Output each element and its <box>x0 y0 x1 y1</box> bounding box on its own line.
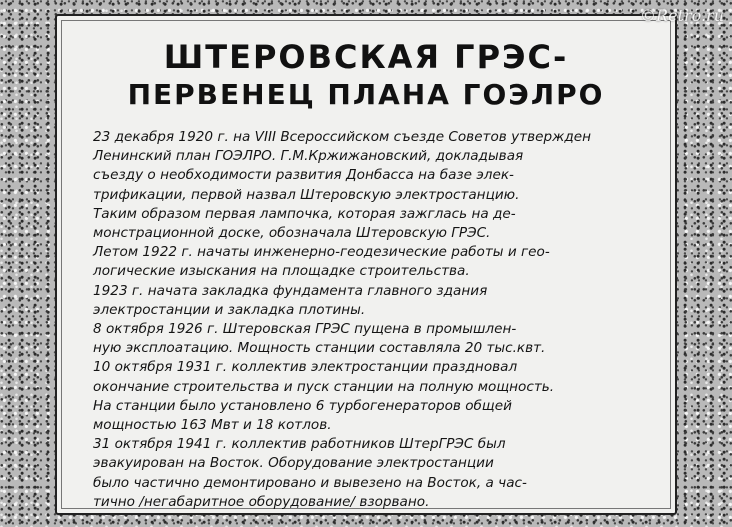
plaque-line: эвакуирован на Восток. Оборудование электростанции <box>93 455 494 472</box>
plaque-line: На станции было установлено 6 турбогенераторов общей <box>93 397 512 414</box>
plaque-line: трификации, первой назвал Штеровскую электростанцию. <box>93 186 520 203</box>
plaque-line: электростанции и закладка плотины. <box>93 301 366 318</box>
plaque-line: ную эксплоатацию. Мощность станции составляла 20 тыс.квт. <box>93 340 546 357</box>
plaque-line: 1923 г. начата закладка фундамента главного здания <box>93 282 488 299</box>
plaque-line: логические изыскания на площадке строительства. <box>93 263 470 280</box>
plaque-line: окончание строительства и пуск станции на полную мощность. <box>93 378 555 395</box>
memorial-plaque <box>55 14 677 515</box>
plaque-line: 23 декабря 1920 г. на VIII Всероссийском съезде Советов утвержден <box>93 129 591 145</box>
plaque-text <box>93 128 653 512</box>
plaque-line: Ленинский план ГОЭЛРО. Г.М.Кржижановский, докладывая <box>93 148 524 165</box>
plaque-line: было частично демонтировано и вывезено на Восток, а час- <box>93 474 527 491</box>
plaque-line: 10 октября 1931 г. коллектив электростанции праздновал <box>93 359 518 376</box>
plaque-line: Летом 1922 г. начаты инженерно-геодезические работы и гео- <box>93 244 550 261</box>
plaque-line: монстрационной доске, обозначала Штеровскую ГРЭС. <box>93 225 491 242</box>
watermark-logo: ©Retro.ru <box>640 6 724 25</box>
plaque-line: 8 октября 1926 г. Штеровская ГРЭС пущена в промышлен- <box>93 321 517 338</box>
plaque-line: съезду о необходимости развития Донбасса на базе элек- <box>93 167 514 184</box>
plaque-line: 31 октября 1941 г. коллектив работников ШтерГРЭС был <box>93 436 506 453</box>
plaque-line: тично /негабаритное оборудование/ взорвано. <box>93 493 430 510</box>
plaque-title-line1: ШТЕРОВСКАЯ ГРЭС- <box>163 38 569 76</box>
plaque-line: Таким образом первая лампочка, которая зажглась на де- <box>93 205 516 222</box>
plaque-title-line2: ПЕРВЕНЕЦ ПЛАНА ГОЭЛРО <box>127 78 605 111</box>
plaque-line: мощностью 163 Мвт и 18 котлов. <box>93 417 332 434</box>
